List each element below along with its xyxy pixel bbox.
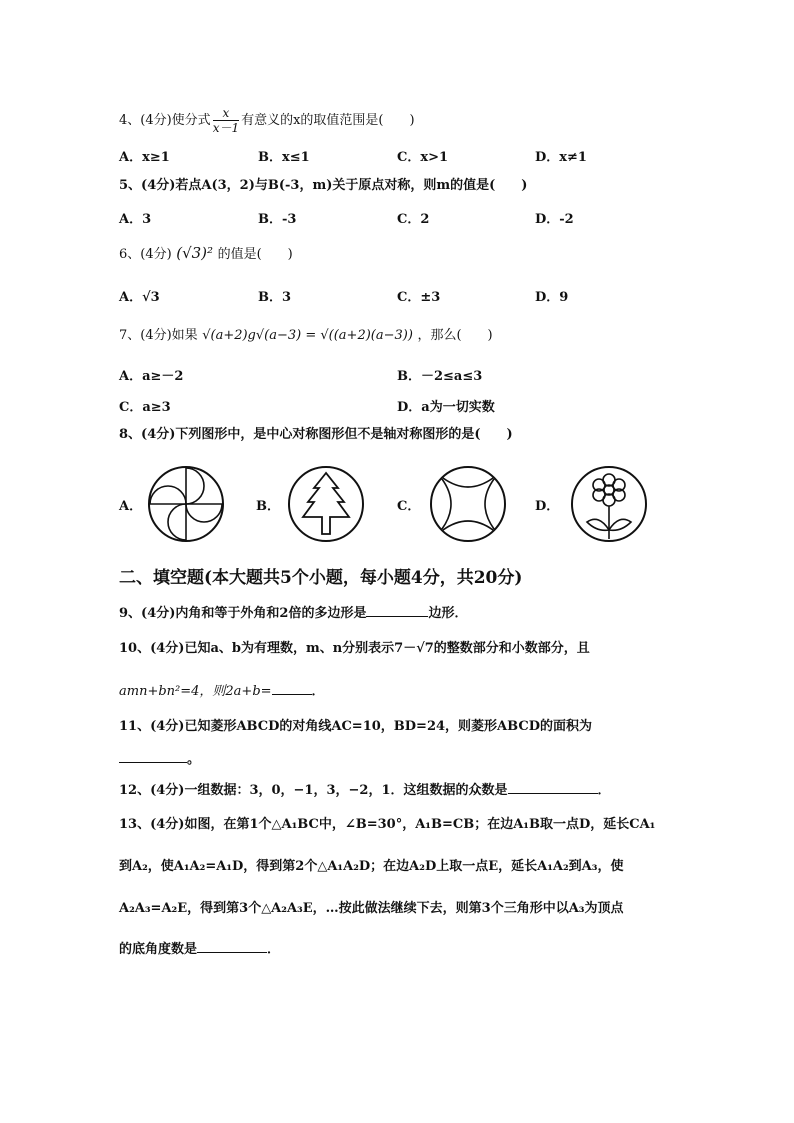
q4-denominator: x－1 — [212, 121, 240, 135]
q13-answer-blank[interactable] — [197, 940, 267, 953]
q8-label-a: A． — [119, 499, 143, 514]
q12-suffix: ． — [597, 783, 611, 798]
q8-figure-flower — [569, 464, 649, 544]
q9-text: 9、(4分)内角和等于外角和2倍的多边形是 — [119, 606, 367, 621]
q6-option-c: C．±3 — [397, 290, 441, 305]
q7-option-a: A．a≥－2 — [119, 369, 184, 384]
q7-prefix: 7、(4分)如果 — [119, 328, 198, 343]
q8-figure-tree — [286, 464, 366, 544]
q5-option-d: D．-2 — [535, 212, 574, 227]
q9-suffix: 边形． — [428, 606, 468, 621]
q13-suffix: ． — [267, 942, 281, 957]
q4-option-a: A．x≥1 — [119, 150, 170, 165]
q13-line3: A₂A₃=A₂E，得到第3个△A₂A₃E，…按此做法继续下去，则第3个三角形中以A₃为顶点 — [119, 901, 624, 916]
q4-option-c: C．x>1 — [397, 150, 449, 165]
q11-answer-line — [119, 750, 200, 769]
q6-option-b: B．3 — [258, 290, 292, 305]
q6-expression: (√3)² — [176, 244, 214, 262]
q8-figure-curved-square — [428, 464, 508, 544]
q11-answer-blank[interactable] — [119, 750, 187, 763]
q12-text: 12、(4分)一组数据：3，0，−1，3，−2，1．这组数据的众数是 — [119, 783, 508, 798]
q4-prefix: 4、(4分)使分式 — [119, 113, 211, 128]
q5-stem: 5、(4分)若点A(3，2)与B(-3，m)关于原点对称，则m的值是( ) — [119, 178, 528, 193]
section-2-heading: 二、填空题(本大题共5个小题，每小题4分，共20分) — [119, 568, 523, 588]
q12-answer-blank[interactable] — [508, 781, 598, 794]
q6-option-d: D．9 — [535, 290, 569, 305]
q4-option-d: D．x≠1 — [535, 150, 587, 165]
q11-stem: 11、(4分)已知菱形ABCD的对角线AC=10，BD=24，则菱形ABCD的面积为 — [119, 719, 592, 734]
q10-equation: amn+bn²=4，则2a+b= — [119, 684, 272, 699]
q10-line1: 10、(4分)已知a、b为有理数，m、n分别表示7－√7的整数部分和小数部分，且 — [119, 641, 590, 656]
q5-option-a: A．3 — [119, 212, 152, 227]
q9-stem — [119, 604, 467, 623]
q12-stem — [119, 781, 611, 800]
q13-line4 — [119, 940, 280, 959]
q7-option-c: C．a≥3 — [119, 400, 171, 415]
q4-suffix: 有意义的x的取值范围是( ) — [241, 113, 415, 128]
q5-option-c: C．2 — [397, 212, 430, 227]
q4-numerator: x — [213, 106, 239, 121]
q8-label-b: B． — [256, 499, 280, 514]
q8-figure-pinwheel — [146, 464, 226, 544]
q6-suffix: 的值是( ) — [217, 247, 293, 262]
q6-prefix: 6、(4分) — [119, 247, 172, 262]
q6-stem — [119, 244, 293, 264]
q4-stem — [119, 106, 415, 135]
q7-stem — [119, 327, 493, 345]
q13-line1: 13、(4分)如图，在第1个△A₁BC中，∠B=30°，A₁B=CB；在边A₁B取一点D，延长CA₁ — [119, 817, 656, 832]
q10-answer-blank[interactable] — [272, 682, 312, 695]
q9-answer-blank[interactable] — [366, 604, 428, 617]
q13-line2: 到A₂，使A₁A₂=A₁D，得到第2个△A₁A₂D；在边A₂D上取一点E，延长A₁A₂到A₃，使 — [119, 859, 624, 874]
q4-fraction — [213, 106, 239, 135]
q7-suffix: ，那么( ) — [417, 328, 493, 343]
q8-label-c: C． — [397, 499, 421, 514]
q4-option-b: B．x≤1 — [258, 150, 310, 165]
q10-suffix: ． — [311, 684, 325, 699]
q6-option-a: A．√3 — [119, 290, 160, 305]
q7-option-d: D．a为一切实数 — [397, 400, 495, 415]
q5-option-b: B．-3 — [258, 212, 297, 227]
q13-text-end: 的底角度数是 — [119, 942, 198, 957]
q11-suffix: 。 — [187, 752, 201, 767]
q7-expression: √(a+2)g√(a−3) = √((a+2)(a−3)) — [202, 328, 413, 343]
q8-stem: 8、(4分)下列图形中，是中心对称图形但不是轴对称图形的是( ) — [119, 427, 513, 442]
q8-label-d: D． — [535, 499, 560, 514]
q10-line2 — [119, 682, 325, 701]
q7-option-b: B．－2≤a≤3 — [397, 369, 483, 384]
